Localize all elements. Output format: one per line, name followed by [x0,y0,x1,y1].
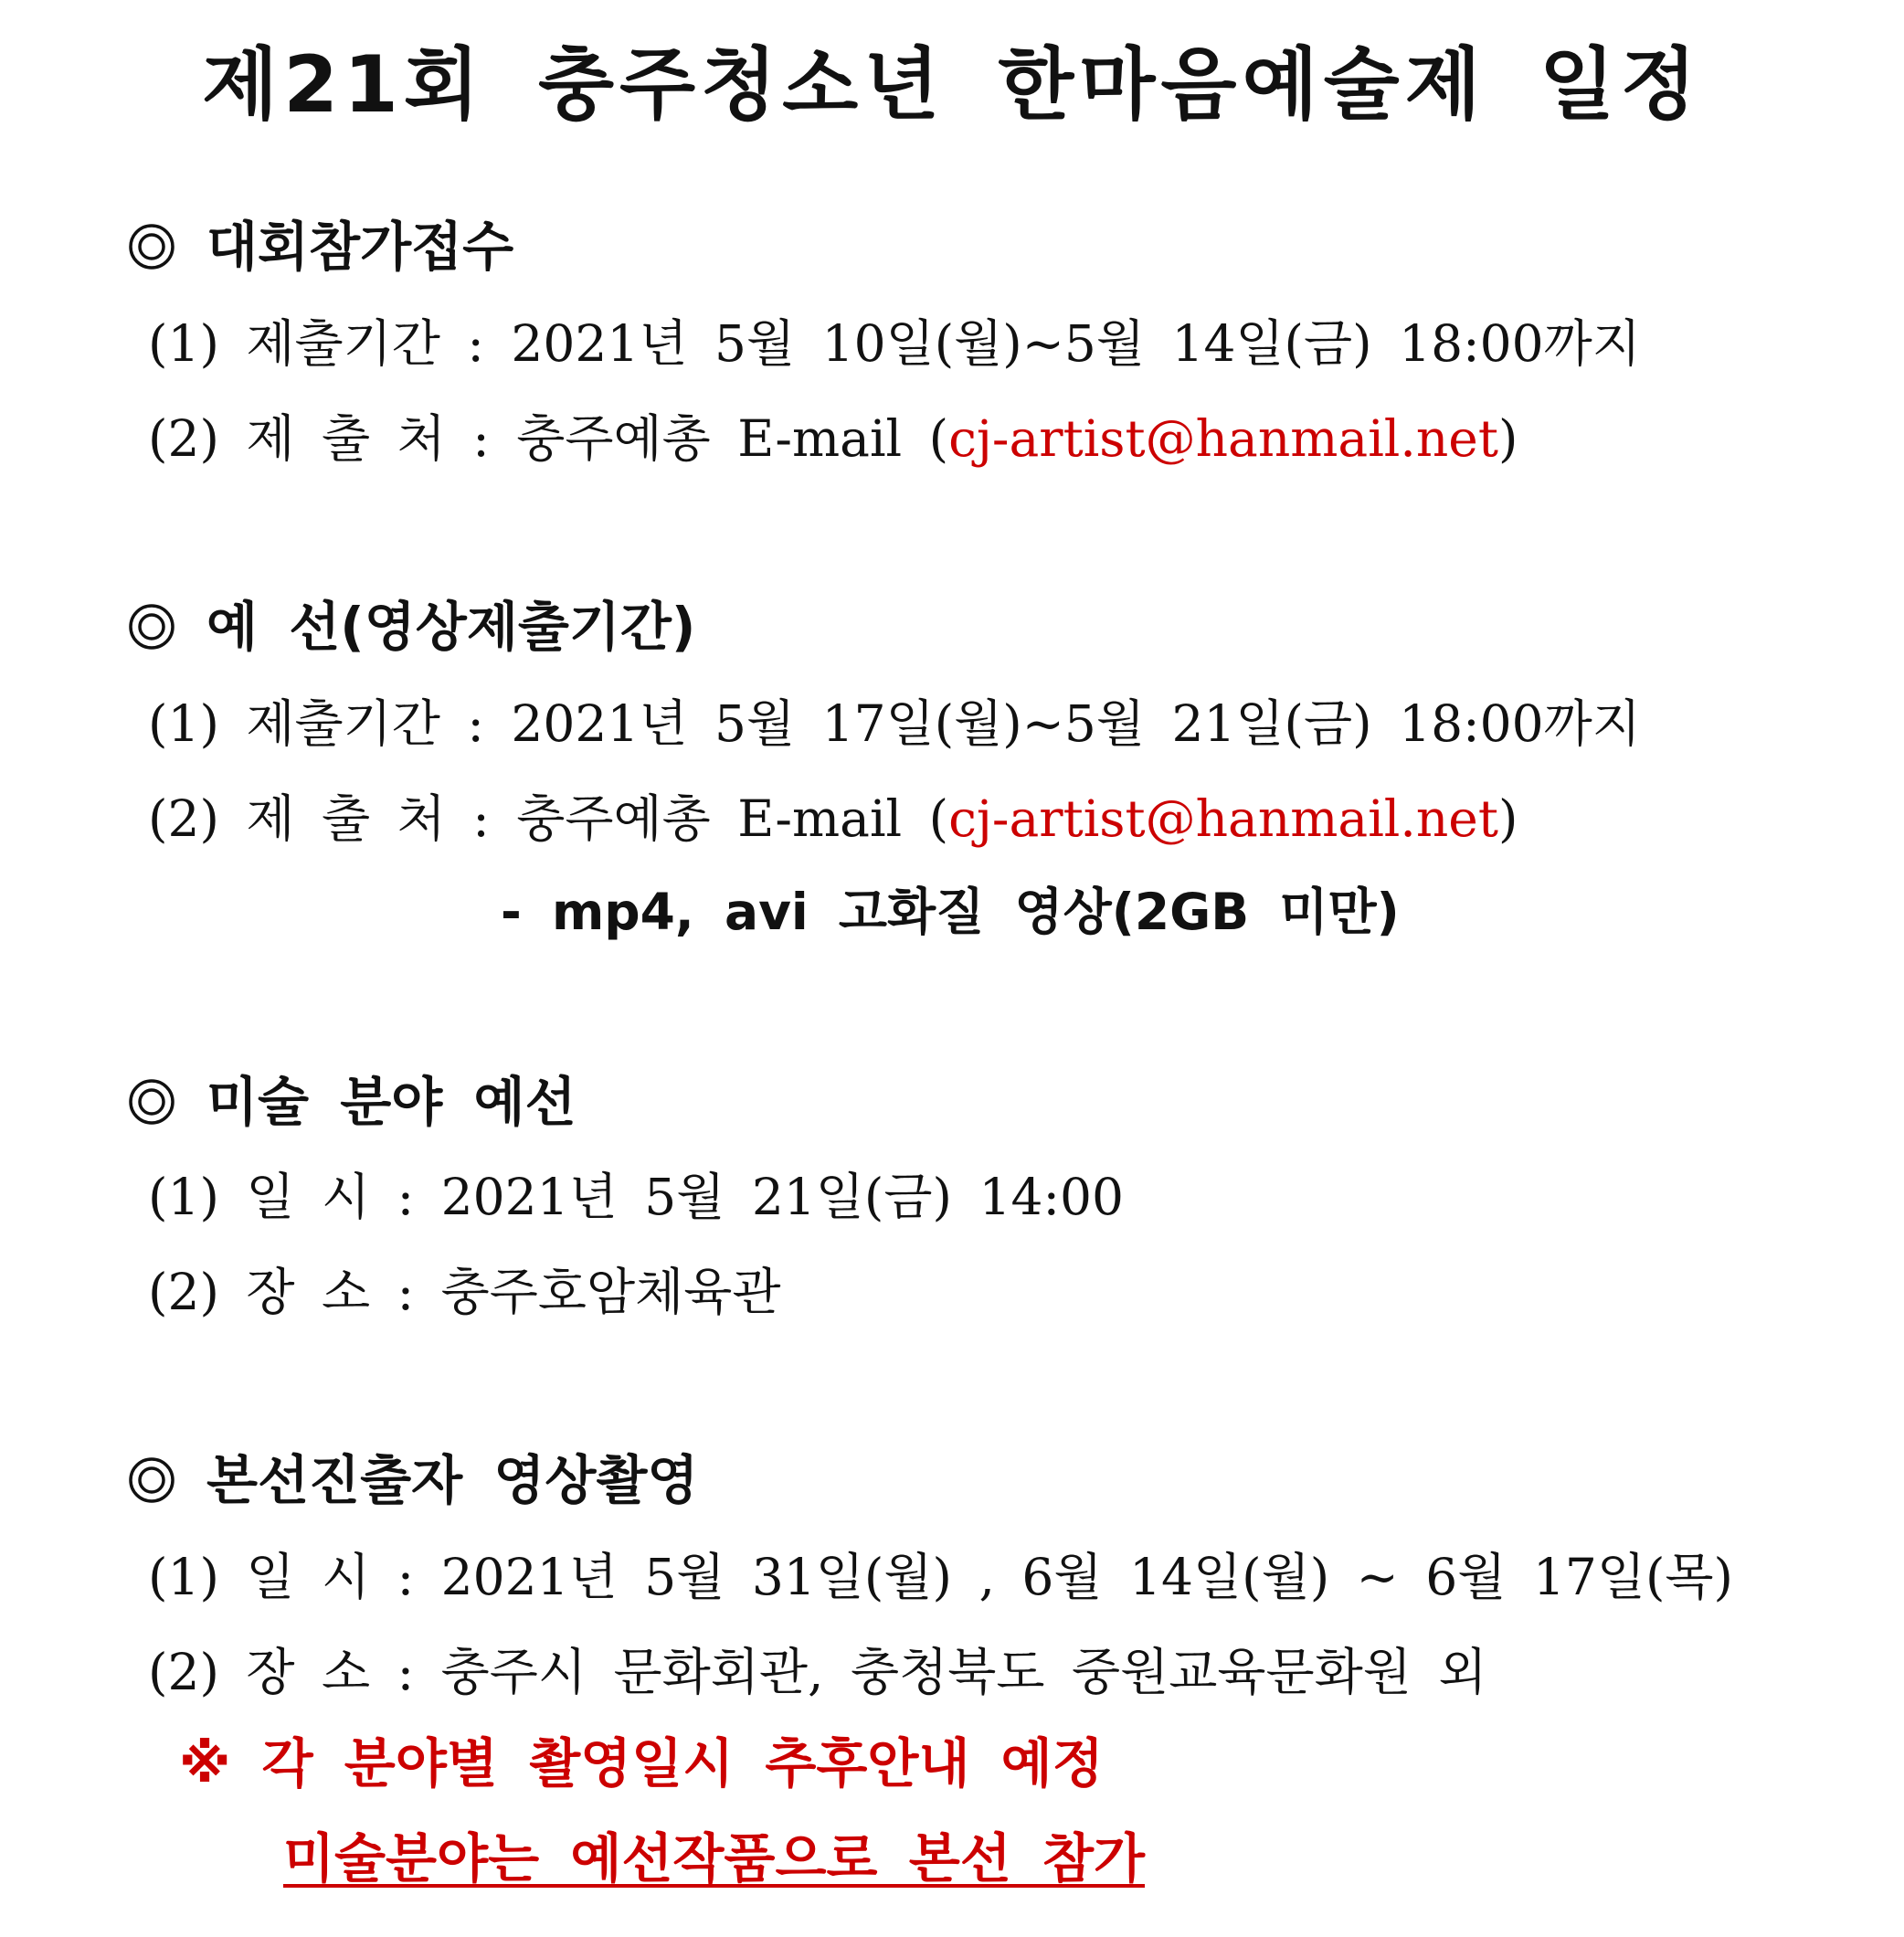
preliminary-submit-line [148,782,1518,855]
section-heading-art-preliminary [128,1065,576,1138]
section-heading-label: 예 선(영상제출기간) [206,596,696,658]
submit-prefix: (2) 제 출 처 : 충주예총 E-mail ( [148,789,949,848]
preliminary-period-line: (1) 제출기간 : 2021년 5월 17일(월)~5월 21일(금) 18:00까지 [148,694,1641,753]
registration-period-line: (1) 제출기간 : 2021년 5월 10일(월)~5월 14일(금) 18:00까지 [148,314,1641,373]
section-heading-label: 대회참가접수 [206,216,514,278]
double-circle-icon [128,223,175,270]
email-address: cj-artist@hanmail.net [948,789,1498,848]
submit-suffix: ) [1497,409,1518,468]
art-final-notice: 미술분야는 예선작품으로 본선 참가 [283,1827,1145,1889]
double-circle-icon [128,1078,175,1126]
art-venue-line: (2) 장 소 : 충주호암체육관 [148,1263,781,1321]
filming-venue-line: (2) 장 소 : 충주시 문화회관, 충청북도 중원교육문화원 외 [148,1643,1487,1701]
double-circle-icon [128,603,175,651]
email-address: cj-artist@hanmail.net [948,409,1498,468]
page-title: 제21회 충주청소년 한마음예술제 일정 [202,39,1702,131]
section-heading-label: 본선진출자 영상촬영 [206,1449,699,1511]
section-heading-label: 미술 분야 예선 [206,1071,576,1133]
section-heading-registration [128,210,513,283]
section-heading-final-filming [128,1444,698,1517]
filming-date-line: (1) 일 시 : 2021년 5월 31일(월) , 6월 14일(월) ~ 6월 17일(목) [148,1548,1734,1606]
filming-schedule-notice: ※ 각 분야별 촬영일시 추후안내 예정 [179,1732,1104,1794]
section-heading-preliminary [128,590,695,663]
submit-prefix: (2) 제 출 처 : 충주예총 E-mail ( [148,409,949,468]
registration-submit-line [148,402,1518,475]
submit-suffix: ) [1497,789,1518,848]
double-circle-icon [128,1456,175,1504]
art-date-line: (1) 일 시 : 2021년 5월 21일(금) 14:00 [148,1168,1124,1226]
video-format-note: - mp4, avi 고화질 영상(2GB 미만) [501,883,1400,941]
